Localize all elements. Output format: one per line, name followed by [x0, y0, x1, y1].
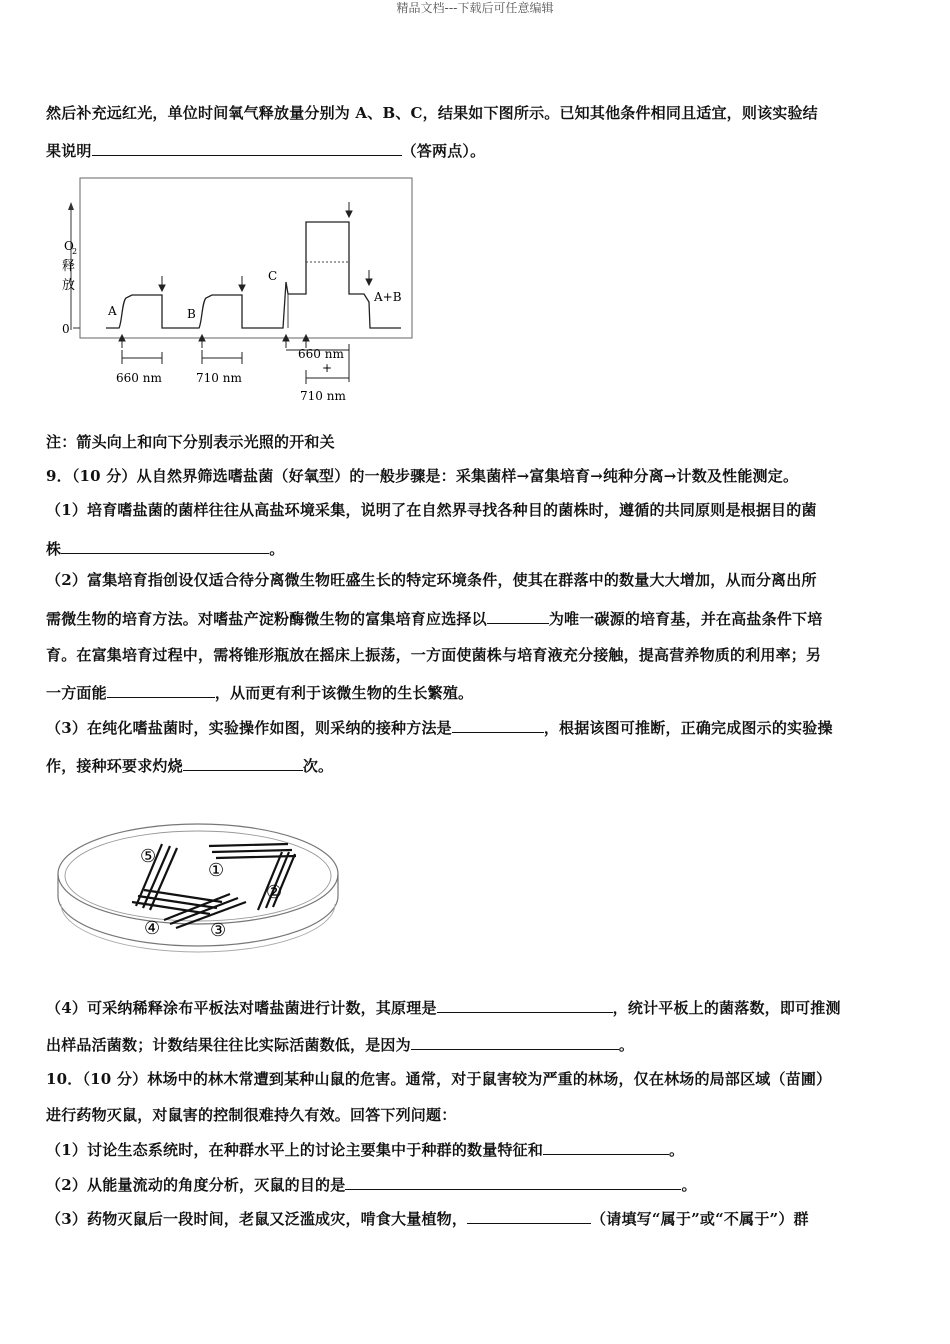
y-label-char: 放 [62, 278, 76, 293]
answer-blank[interactable] [543, 1139, 669, 1155]
answer-blank[interactable] [92, 140, 402, 156]
text-span: 需微生物的培育方法。对嗜盐产淀粉酶微生物的富集培育应选择以 [46, 610, 487, 628]
answer-blank[interactable] [183, 755, 303, 771]
text-line: 然后补充远红光，单位时间氧气释放量分别为 A、B、C，结果如下图所示。已知其他条件相同且适宜，则该实验结 [46, 104, 818, 122]
light-off-arrows [159, 202, 372, 291]
text-span: 出样品活菌数；计数结果往往比实际活菌数低，是因为 [46, 1036, 411, 1054]
light-on-arrows [119, 335, 309, 348]
answer-blank[interactable] [345, 1174, 681, 1190]
region-2-label: ② [266, 882, 283, 903]
text-span: 果说明 [46, 142, 92, 160]
text-span: （答两点）。 [401, 142, 486, 160]
label-710nm: 710 nm [300, 389, 346, 403]
text-line [46, 997, 906, 1018]
y-label-char: 释 [62, 259, 76, 274]
y-label-o: O [64, 239, 74, 253]
dish-rim-outer [58, 824, 338, 924]
text-span: 。 [681, 1176, 697, 1194]
text-line: （2）富集培育指创设仅适合待分离微生物旺盛生长的特定环境条件，使其在群落中的数量大大增加，从而分离出所 [46, 571, 817, 589]
label-plus: + [322, 361, 333, 375]
figure-frame [80, 178, 412, 338]
text-span: （3）在纯化嗜盐菌时，实验操作如图，则采纳的接种方法是 [46, 719, 452, 737]
answer-blank[interactable] [487, 608, 549, 624]
text-line [46, 682, 906, 703]
text-span: （3）药物灭鼠后一段时间，老鼠又泛滥成灾，啃食大量植物， [46, 1210, 468, 1228]
text-line [46, 140, 906, 161]
region-5-label: ⑤ [140, 846, 157, 867]
region-3-label: ③ [210, 920, 227, 941]
region-4-label: ④ [144, 918, 161, 939]
text-line [46, 1034, 906, 1055]
question-9-stem: 9．（10 分）从自然界筛选嗜盐菌（好氧型）的一般步骤是：采集菌样→富集培育→纯种分离→计数及性能测定。 [46, 467, 799, 485]
text-span: （1）讨论生态系统时，在种群水平上的讨论主要集中于种群的数量特征和 [46, 1141, 544, 1159]
answer-blank[interactable] [61, 538, 269, 554]
text-line: 进行药物灭鼠，对鼠害的控制很难持久有效。回答下列问题： [46, 1106, 457, 1124]
text-line [46, 1139, 906, 1160]
text-span: 。 [669, 1141, 685, 1159]
text-span: 。 [618, 1036, 635, 1054]
text-span: 一方面能 [46, 684, 107, 702]
text-span: （4）可采纳稀释涂布平板法对嗜盐菌进行计数，其原理是 [46, 999, 437, 1017]
oxygen-release-figure [56, 172, 416, 408]
label-710nm: 710 nm [196, 371, 242, 385]
text-span: ，根据该图可推断，正确完成图示的实验操 [543, 719, 833, 737]
text-span: ，从而更有利于该微生物的生长繁殖。 [214, 684, 474, 702]
y-axis-arrow-icon [68, 202, 74, 210]
answer-blank[interactable] [107, 682, 215, 698]
oxygen-curve [106, 222, 401, 328]
answer-blank[interactable] [467, 1208, 591, 1224]
answer-blank[interactable] [437, 997, 613, 1013]
curve-label-c: C [268, 269, 278, 283]
text-span: 株 [46, 540, 62, 558]
text-span: （请填写“属于”或“不属于”）群 [591, 1210, 809, 1228]
curve-label-b: B [187, 307, 196, 321]
answer-blank[interactable] [452, 717, 544, 733]
text-line [46, 755, 906, 776]
text-span: 为唯一碳源的培育基，并在高盐条件下培 [548, 610, 823, 628]
text-span: 。 [269, 540, 285, 558]
text-span: 作，接种环要求灼烧 [46, 757, 183, 775]
text-line [46, 1208, 906, 1229]
curve-label-a: A [108, 304, 117, 318]
text-line: （1）培育嗜盐菌的菌样往往从高盐环境采集，说明了在自然界寻找各种目的菌株时，遵循的共同原则是根据目的菌 [46, 501, 817, 519]
curve-label-ab: A+B [374, 290, 402, 304]
answer-blank[interactable] [411, 1034, 619, 1050]
y-label-subscript: 2 [72, 247, 78, 256]
region-1-label: ① [208, 860, 225, 881]
page-header: 精品文档---下载后可任意编辑 [396, 1, 554, 15]
text-line [46, 717, 906, 738]
text-line: 育。在富集培育过程中，需将锥形瓶放在摇床上振荡，一方面使菌株与培育液充分接触，提高营养物质的利用率；另 [46, 646, 822, 664]
question-10-stem: 10．（10 分）林场中的林木常遭到某种山鼠的危害。通常，对于鼠害较为严重的林场，仅在林场的局部区域（苗圃） [46, 1070, 832, 1088]
text-line [46, 538, 906, 559]
label-660nm: 660 nm [116, 371, 162, 385]
text-line [46, 1174, 906, 1195]
zero-label: 0 [62, 322, 70, 336]
figure-note: 注：箭头向上和向下分别表示光照的开和关 [46, 433, 335, 451]
text-span: 次。 [302, 757, 334, 775]
petri-dish-figure [52, 792, 352, 962]
label-660nm: 660 nm [298, 347, 344, 361]
text-span: ，统计平板上的菌落数，即可推测 [612, 999, 841, 1017]
text-line [46, 608, 906, 629]
text-span: （2）从能量流动的角度分析，灭鼠的目的是 [46, 1176, 346, 1194]
